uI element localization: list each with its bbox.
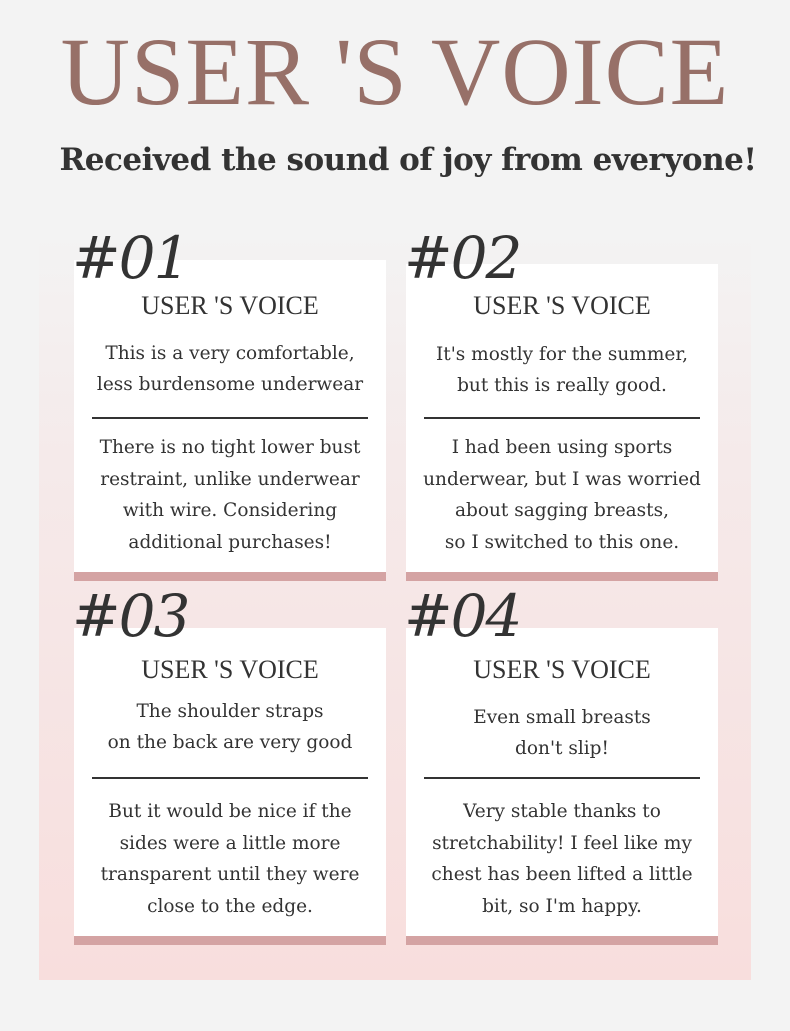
card-headline: Even small breasts don't slip!	[473, 707, 651, 759]
page-subtitle: Received the sound of joy from everyone!	[59, 142, 757, 178]
card-number-02: #02	[404, 224, 521, 292]
card-headline: It's mostly for the summer, but this is really good.	[435, 344, 689, 396]
card-headline: This is a very comfortable, less burdensome underwear	[96, 343, 364, 395]
card-number-04: #04	[404, 582, 521, 650]
card-label: USER 'S VOICE	[473, 291, 651, 320]
card-label: USER 'S VOICE	[141, 655, 319, 684]
review-card-04	[406, 628, 718, 945]
card-divider	[92, 777, 368, 779]
page-title: USER 'S VOICE	[60, 18, 730, 125]
review-card-02	[406, 264, 718, 581]
card-number-03: #03	[72, 582, 189, 650]
card-label: USER 'S VOICE	[141, 291, 319, 320]
card-divider	[92, 417, 368, 419]
card-label: USER 'S VOICE	[473, 655, 651, 684]
review-card-03	[74, 628, 386, 945]
review-card-01	[74, 260, 386, 581]
card-body: I had been using sports underwear, but I was worried about sagging breasts, so I switched to this one.	[423, 437, 701, 553]
card-divider	[424, 417, 700, 419]
card-number-01: #01	[72, 224, 189, 292]
card-body: Very stable thanks to stretchability! I feel like my chest has been lifted a little bit, so I'm happy.	[431, 801, 693, 917]
card-headline: The shoulder straps on the back are very good	[107, 701, 353, 753]
card-body: But it would be nice if the sides were a little more transparent until they were close to the edge.	[100, 801, 360, 917]
card-body: There is no tight lower bust restraint, unlike underwear with wire. Considering additional purchases!	[99, 437, 361, 553]
card-divider	[424, 777, 700, 779]
